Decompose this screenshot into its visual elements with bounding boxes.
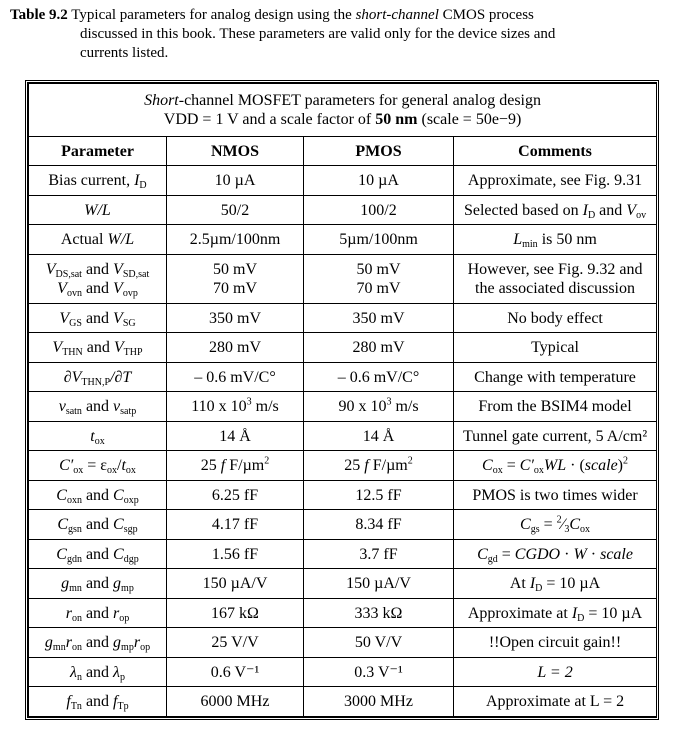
table-row [29,421,657,451]
table-row [29,333,657,363]
pmos-cell: 90 x $10^3$ m/s [304,392,454,422]
table-title-cell [29,84,657,137]
pmos-cell: 0.3 V⁻¹ [304,657,454,687]
comment-line2: the associated discussion [475,279,635,297]
table-row [29,687,657,717]
table-row [29,480,657,510]
subtitle-bold: 50 nm [375,110,418,128]
caption-line1-pre: Typical parameters for analog design using the [71,7,356,23]
table-row [29,510,657,540]
column-header-nmos: NMOS [167,136,304,166]
comment-cell: Approximate at L = 2 [454,687,657,717]
comment-cell: No body effect [454,303,657,333]
nmos-cell: 167 kΩ [167,598,304,628]
param-cell: $g_{mn}$ and $g_{mp}$ [29,569,167,599]
nmos-cell: 1.56 fF [167,539,304,569]
pmos-cell: 14 Å [304,421,454,451]
comment-cell: Change with temperature [454,362,657,392]
nmos-cell [167,254,304,303]
param-cell [29,225,167,255]
param-cell: $\lambda_n$ and $\lambda_p$ [29,657,167,687]
nmos-cell: 150 µA/V [167,569,304,599]
table-row [29,628,657,658]
nmos-line2: 70 mV [213,279,257,297]
pmos-cell: 333 kΩ [304,598,454,628]
nmos-cell: 14 Å [167,421,304,451]
subtitle-pre: VDD = 1 V and a scale factor of [163,110,376,128]
pmos-cell: 50 V/V [304,628,454,658]
nmos-cell: 25 V/V [167,628,304,658]
nmos-cell: – 0.6 mV/C° [167,362,304,392]
comment-cell: Approximate at $I_D = 10$ µA [454,598,657,628]
column-header-comments: Comments [454,136,657,166]
param-cell: $V_{GS}$ and $V_{SG}$ [29,303,167,333]
param-em: W/L [107,231,135,249]
nmos-cell: 350 mV [167,303,304,333]
subtitle-post: (scale = 50e−9) [417,110,522,128]
comment-cell: $L_{min}$ is 50 nm [454,225,657,255]
param-cell: $V_{THN}$ and $V_{THP}$ [29,333,167,363]
pmos-line1: 50 mV [356,260,401,278]
param-cell: $C_{gdn}$ and $C_{dgp}$ [29,539,167,569]
table-row [29,225,657,255]
param-cell: $t_{ox}$ [29,421,167,451]
column-header-row [29,136,657,166]
nmos-cell: 10 µA [167,166,304,196]
param-cell: $f_{Tn}$ and $f_{Tp}$ [29,687,167,717]
param-cell: $r_{on}$ and $r_{op}$ [29,598,167,628]
nmos-cell: 280 mV [167,333,304,363]
pmos-cell: 25 f F/µm$^2$ [304,451,454,481]
parameter-table-frame [25,80,659,720]
nmos-cell: 6000 MHz [167,687,304,717]
table-row [29,657,657,687]
pmos-cell: 8.34 fF [304,510,454,540]
param-cell: $v_{satn}$ and $v_{satp}$ [29,392,167,422]
pmos-cell: 3.7 fF [304,539,454,569]
table-row [29,539,657,569]
comment-cell: From the BSIM4 model [454,392,657,422]
comment-cell: Tunnel gate current, 5 A/cm² [454,421,657,451]
pmos-cell: – 0.6 mV/C° [304,362,454,392]
comment-cell: $C_{ox} = C'_{ox}WL$ · (scale)$^2$ [454,451,657,481]
comment-cell: !!Open circuit gain!! [454,628,657,658]
nmos-cell: 6.25 fF [167,480,304,510]
table-row [29,569,657,599]
comment-cell: $C_{gd}$ = CGDO · W · scale [454,539,657,569]
param-cell: Bias current, $I_D$ [29,166,167,196]
nmos-cell: 50/2 [167,195,304,225]
column-header-pmos: PMOS [304,136,454,166]
param-pre: Actual [60,231,108,249]
caption-label: Table 9.2 [10,7,68,23]
comment-cell [454,657,657,687]
nmos-cell: 0.6 V⁻¹ [167,657,304,687]
nmos-line1: 50 mV [213,260,257,278]
comment-cell: Approximate, see Fig. 9.31 [454,166,657,196]
param-text: W/L [84,201,111,219]
param-cell [29,195,167,225]
pmos-cell: 150 µA/V [304,569,454,599]
comment-line1: However, see Fig. 9.32 and [467,260,643,278]
pmos-cell: 10 µA [304,166,454,196]
comment-cell: At $I_D = 10$ µA [454,569,657,599]
param-cell: $C_{gsn}$ and $C_{sgp}$ [29,510,167,540]
comment-cell: $C_{gs}$ = $^2⁄_3C_{ox}$ [454,510,657,540]
table-row [29,598,657,628]
comment-cell: PMOS is two times wider [454,480,657,510]
nmos-cell: 2.5µm/100nm [167,225,304,255]
title-em: Short [144,91,179,109]
table-caption [10,6,660,63]
nmos-cell: 4.17 fF [167,510,304,540]
caption-line2: discussed in this book. These parameters are valid only for the device sizes and [80,26,556,42]
caption-line1-post: CMOS process [438,7,534,23]
param-cell: $\partial V_{THN,P}/\partial T$ [29,362,167,392]
table-row [29,254,657,303]
table-row [29,392,657,422]
pmos-cell: 280 mV [304,333,454,363]
nmos-cell: 25 f F/µm$^2$ [167,451,304,481]
comment-cell: Selected based on $I_D$ and $V_{ov}$ [454,195,657,225]
param-cell: $C_{oxn}$ and $C_{oxp}$ [29,480,167,510]
pmos-cell: 12.5 fF [304,480,454,510]
table-row [29,451,657,481]
table-row [29,362,657,392]
pmos-cell: 5µm/100nm [304,225,454,255]
pmos-cell: 100/2 [304,195,454,225]
caption-line1-em: short-channel [355,7,439,23]
parameter-table [28,83,657,717]
column-header-parameter: Parameter [29,136,167,166]
caption-line3: currents listed. [80,45,169,61]
nmos-cell: 110 x $10^3$ m/s [167,392,304,422]
pmos-cell: 3000 MHz [304,687,454,717]
comment-cell [454,254,657,303]
table-row [29,166,657,196]
pmos-cell: 350 mV [304,303,454,333]
param-cell: $V_{DS,sat}$ and $V_{SD,sat}$ $V_{ovn}$ and $V_{ovp}$ [29,254,167,303]
title-rest: -channel MOSFET parameters for general analog design [178,91,541,109]
table-row [29,303,657,333]
pmos-cell [304,254,454,303]
param-cell: $g_{mn}r_{on}$ and $g_{mp}r_{op}$ [29,628,167,658]
pmos-line2: 70 mV [356,279,401,297]
comment-cell: Typical [454,333,657,363]
comment-em: L = 2 [537,663,573,681]
param-cell: $C'_{ox} = \varepsilon_{ox}/t_{ox}$ [29,451,167,481]
table-header-row [29,84,657,137]
table-row [29,195,657,225]
